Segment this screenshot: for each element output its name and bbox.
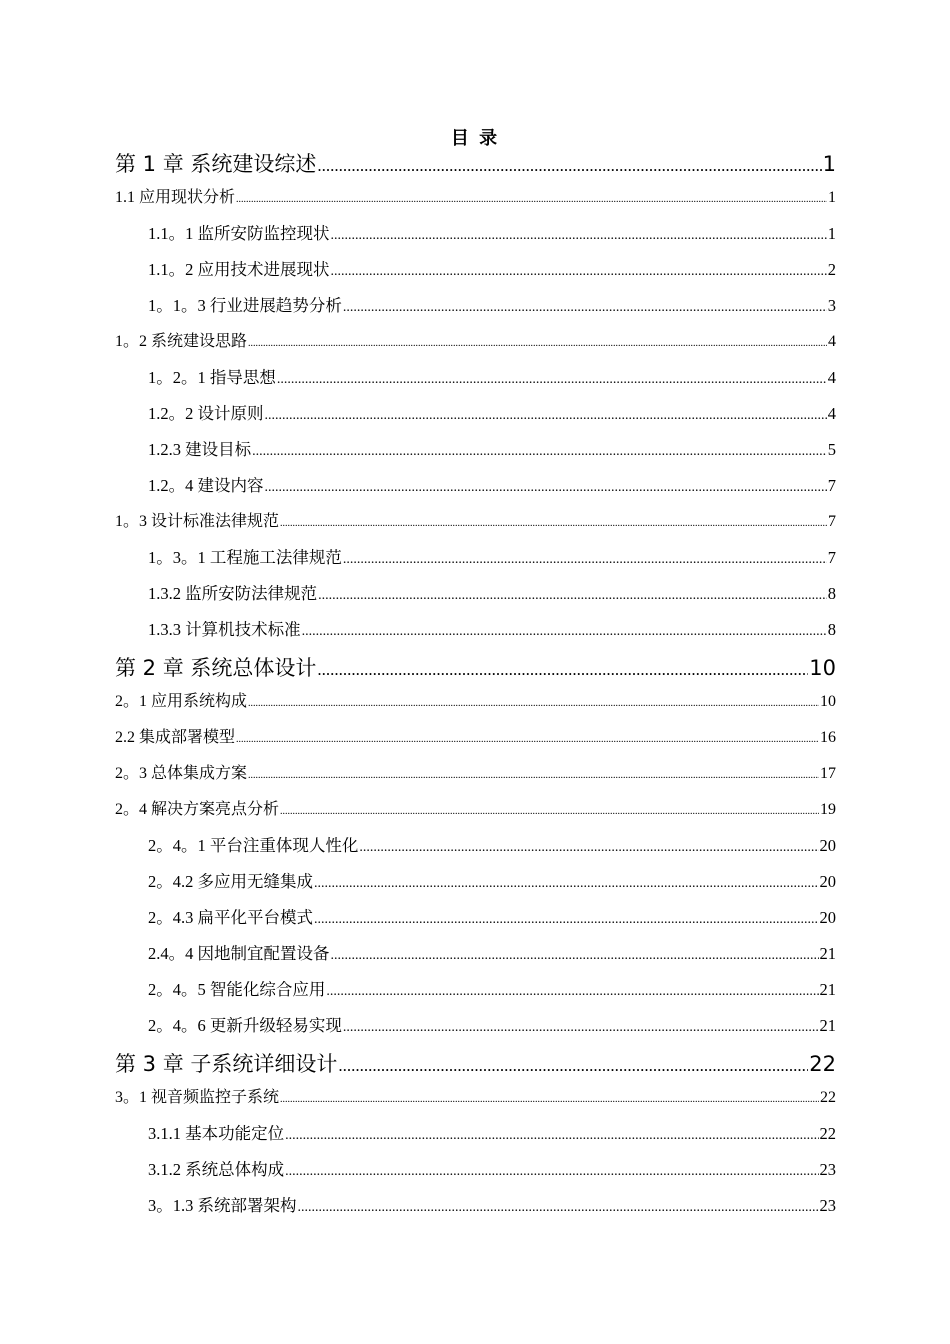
- toc-entry[interactable]: [115, 508, 836, 531]
- toc-leader-dots: [314, 876, 819, 892]
- toc-entry-page-number: 23: [819, 1196, 836, 1215]
- toc-entry[interactable]: [115, 796, 836, 819]
- toc-leader-dots: [285, 1164, 818, 1180]
- toc-leader-dots: [280, 518, 827, 529]
- toc-entry-label: 2.2 集成部署模型: [115, 729, 236, 746]
- toc-entry[interactable]: [148, 1156, 836, 1180]
- toc-entry-label: 1.1。1 监所安防监控现状: [148, 224, 330, 243]
- toc-entry[interactable]: [115, 184, 836, 207]
- toc-entry-page-number: 17: [820, 765, 836, 782]
- toc-entry[interactable]: [115, 688, 836, 711]
- toc-leader-dots: [298, 1200, 819, 1216]
- toc-entry[interactable]: [148, 1012, 836, 1036]
- toc-leader-dots: [338, 1056, 808, 1076]
- toc-entry[interactable]: [148, 940, 836, 964]
- toc-entry[interactable]: [115, 328, 836, 351]
- toc-leader-dots: [236, 194, 827, 205]
- toc-entry-label: 1.1。2 应用技术进展现状: [148, 260, 330, 279]
- toc-entry-page-number: 7: [828, 513, 836, 530]
- toc-entry-page-number: 21: [819, 944, 836, 963]
- toc-leader-dots: [326, 984, 818, 1000]
- toc-entry[interactable]: [148, 364, 836, 388]
- toc-entry-page-number: 10: [820, 693, 836, 710]
- toc-entry-label: 3。1.3 系统部署架构: [148, 1196, 297, 1215]
- toc-entry[interactable]: [115, 760, 836, 783]
- toc-entry-label: 1.2。2 设计原则: [148, 404, 264, 423]
- toc-leader-dots: [318, 588, 827, 604]
- toc-entry[interactable]: [148, 220, 836, 244]
- toc-entry-label: 1.2。4 建设内容: [148, 476, 264, 495]
- toc-leader-dots: [265, 408, 827, 424]
- toc-entry-page-number: 21: [819, 1016, 836, 1035]
- toc-entry-label: 1.3.3 计算机技术标准: [148, 620, 301, 639]
- toc-leader-dots: [331, 228, 827, 244]
- toc-entry-page-number: 20: [819, 836, 836, 855]
- toc-leader-dots: [314, 912, 819, 928]
- toc-entry[interactable]: [148, 400, 836, 424]
- toc-leader-dots: [265, 480, 827, 496]
- toc-entry[interactable]: [148, 292, 836, 316]
- toc-leader-dots: [280, 1094, 819, 1105]
- toc-entry-page-number: 5: [827, 440, 836, 459]
- toc-entry-page-number: 7: [827, 548, 836, 567]
- toc-entry[interactable]: [148, 1120, 836, 1144]
- toc-entry-page-number: 3: [827, 296, 836, 315]
- toc-leader-dots: [331, 948, 819, 964]
- toc-entry-label: 1。3。1 工程施工法律规范: [148, 548, 342, 567]
- toc-entry-label: 2。1 应用系统构成: [115, 693, 248, 710]
- toc-leader-dots: [317, 156, 821, 176]
- toc-entry-label: 1.3.2 监所安防法律规范: [148, 584, 318, 603]
- toc-leader-dots: [285, 1128, 818, 1144]
- toc-entry-page-number: 8: [827, 584, 836, 603]
- toc-entry[interactable]: [148, 256, 836, 280]
- toc-entry-page-number: 2: [827, 260, 836, 279]
- toc-entry-page-number: 22: [809, 1052, 836, 1076]
- toc-entry-label: 1.1 应用现状分析: [115, 189, 236, 206]
- toc-leader-dots: [236, 734, 819, 745]
- toc-entry-label: 1。3 设计标准法律规范: [115, 513, 280, 530]
- toc-leader-dots: [331, 264, 827, 280]
- toc-entry-label: 1。2 系统建设思路: [115, 333, 248, 350]
- toc-entry-page-number: 4: [828, 333, 836, 350]
- toc-entry[interactable]: [115, 724, 836, 747]
- toc-entry-label: 1。2。1 指导思想: [148, 368, 276, 387]
- toc-entry-label: 2。3 总体集成方案: [115, 765, 248, 782]
- toc-entry-page-number: 4: [827, 368, 836, 387]
- toc-entry-label: 2.4。4 因地制宜配置设备: [148, 944, 330, 963]
- toc-entry-page-number: 1: [827, 224, 836, 243]
- toc-entry[interactable]: [115, 652, 836, 682]
- toc-entry[interactable]: [148, 436, 836, 460]
- toc-entry[interactable]: [115, 1084, 836, 1107]
- toc-title: 目 录: [450, 128, 500, 149]
- toc-leader-dots: [343, 1020, 819, 1036]
- toc-entry-label: 2。4.3 扁平化平台模式: [148, 908, 313, 927]
- toc-entry-label: 2。4 解决方案亮点分析: [115, 801, 280, 818]
- toc-entry[interactable]: [115, 148, 836, 178]
- toc-entry[interactable]: [148, 868, 836, 892]
- toc-entry-label: 第 3 章 子系统详细设计: [115, 1052, 338, 1076]
- toc-entry-label: 2。4.2 多应用无缝集成: [148, 872, 313, 891]
- toc-entry-page-number: 4: [827, 404, 836, 423]
- toc-entry-label: 第 1 章 系统建设综述: [115, 152, 317, 176]
- toc-leader-dots: [343, 300, 827, 316]
- toc-entry[interactable]: [148, 544, 836, 568]
- toc-entry[interactable]: [148, 904, 836, 928]
- toc-entry-label: 2。4。1 平台注重体现人性化: [148, 836, 359, 855]
- toc-leader-dots: [359, 840, 818, 856]
- toc-entry-page-number: 1: [828, 189, 836, 206]
- toc-leader-dots: [317, 660, 808, 680]
- toc-entry-page-number: 19: [820, 801, 836, 818]
- toc-leader-dots: [277, 372, 827, 388]
- toc-entry-page-number: 21: [819, 980, 836, 999]
- toc-entry-label: 2。4。5 智能化综合应用: [148, 980, 326, 999]
- toc-leader-dots: [248, 338, 827, 349]
- toc-entry-page-number: 1: [822, 152, 836, 176]
- toc-leader-dots: [252, 444, 827, 460]
- toc-entry[interactable]: [148, 472, 836, 496]
- toc-entry[interactable]: [148, 616, 836, 640]
- toc-entry[interactable]: [115, 1048, 836, 1078]
- toc-entry-page-number: 8: [827, 620, 836, 639]
- toc-entry-page-number: 16: [820, 729, 836, 746]
- toc-entry-label: 2。4。6 更新升级轻易实现: [148, 1016, 342, 1035]
- toc-entry-page-number: 23: [819, 1160, 836, 1179]
- toc-entry-page-number: 7: [827, 476, 836, 495]
- toc-entry-label: 1.2.3 建设目标: [148, 440, 252, 459]
- toc-leader-dots: [248, 698, 819, 709]
- toc-entry[interactable]: [148, 832, 836, 856]
- toc-entry-label: 第 2 章 系统总体设计: [115, 656, 317, 680]
- toc-entry-page-number: 22: [819, 1124, 836, 1143]
- toc-entry-page-number: 20: [819, 908, 836, 927]
- toc-leader-dots: [248, 770, 819, 781]
- toc-entry-label: 3。1 视音频监控子系统: [115, 1089, 280, 1106]
- toc-entry-page-number: 20: [819, 872, 836, 891]
- toc-entry-label: 1。1。3 行业进展趋势分析: [148, 296, 342, 315]
- toc-entry[interactable]: [148, 1192, 836, 1216]
- toc-leader-dots: [280, 806, 819, 817]
- toc-entry-page-number: 10: [809, 656, 836, 680]
- toc-entry-page-number: 22: [820, 1089, 836, 1106]
- toc-entry-label: 3.1.1 基本功能定位: [148, 1124, 285, 1143]
- toc-entry[interactable]: [148, 580, 836, 604]
- toc-leader-dots: [302, 624, 827, 640]
- toc-leader-dots: [343, 552, 827, 568]
- toc-entry-label: 3.1.2 系统总体构成: [148, 1160, 285, 1179]
- toc-entry[interactable]: [148, 976, 836, 1000]
